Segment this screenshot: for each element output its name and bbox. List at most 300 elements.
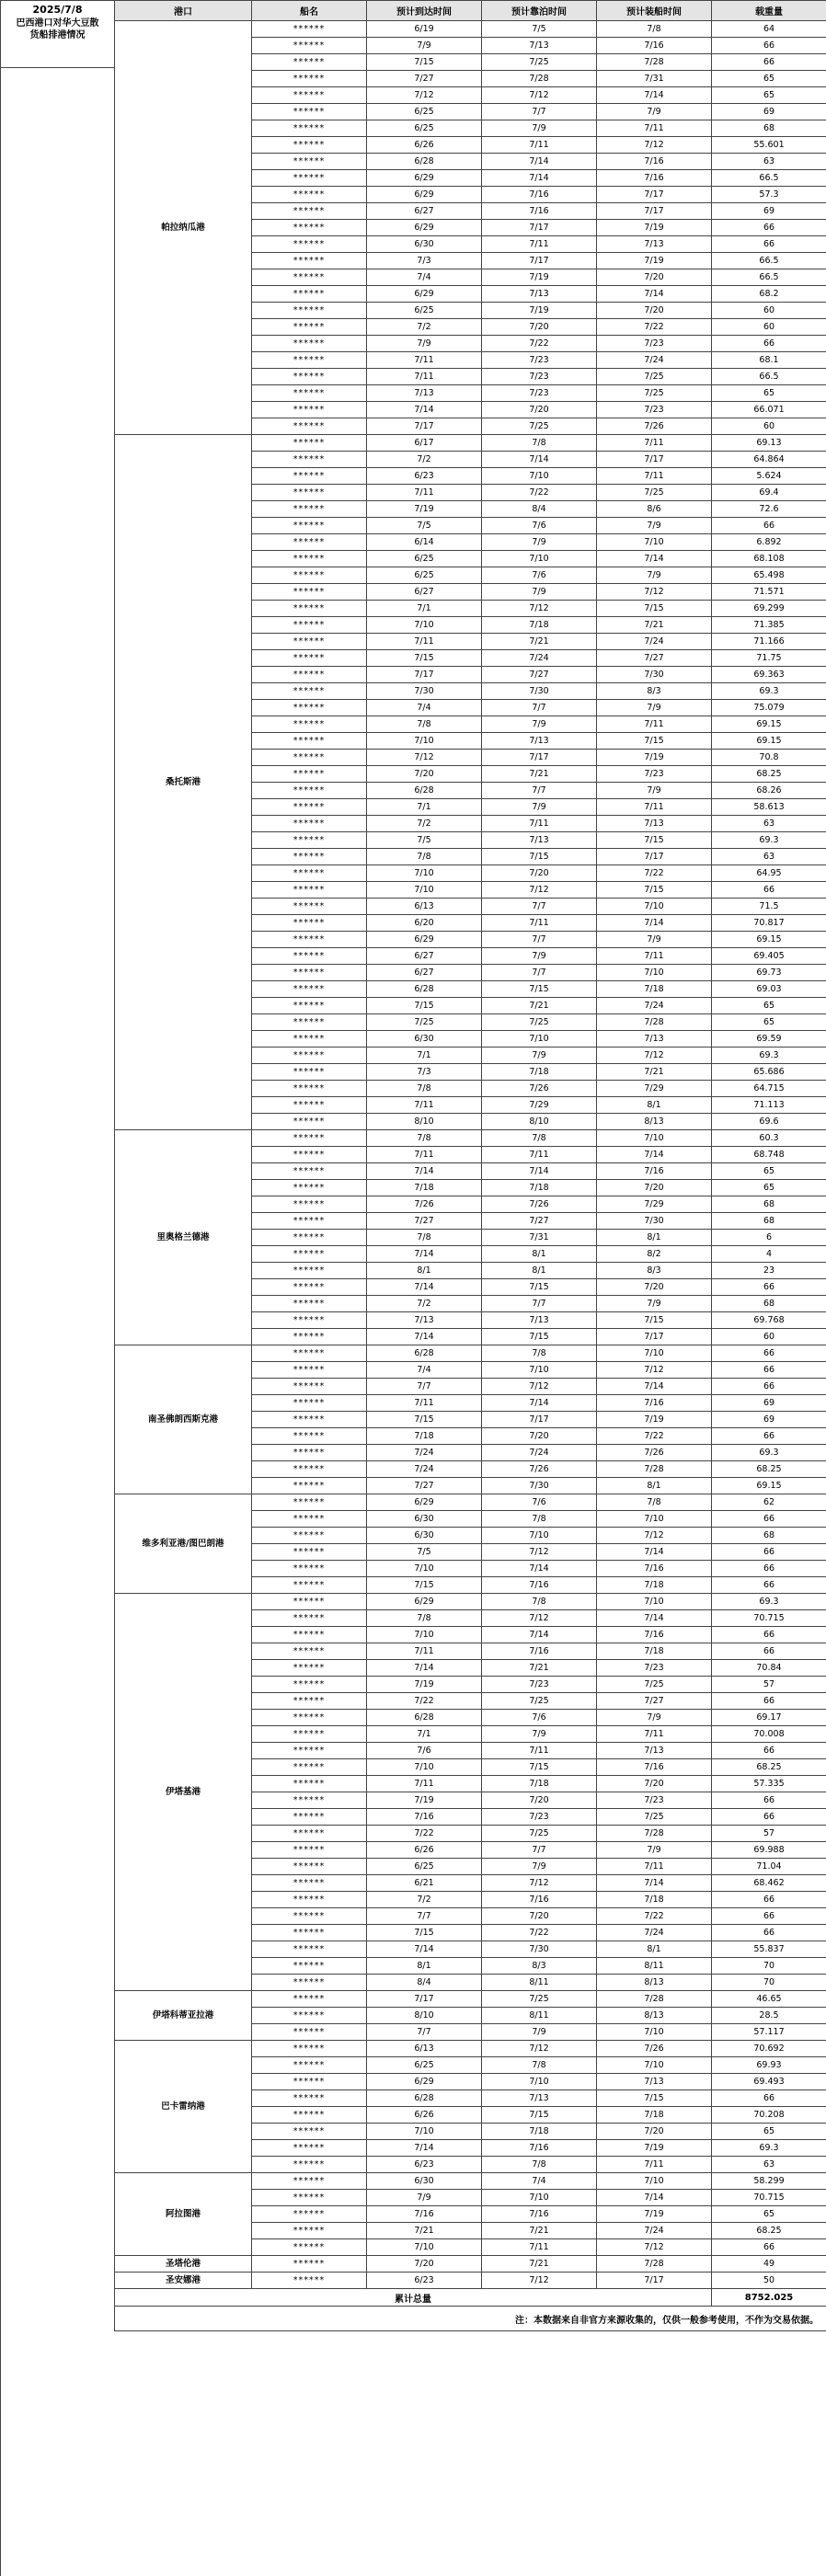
loading-date: 7/23 [597,336,712,352]
loading-date: 7/19 [597,2140,712,2157]
volume: 71.75 [712,650,826,667]
arrival-date: 7/4 [367,700,482,716]
volume: 57.117 [712,2024,826,2041]
berth-date: 7/14 [482,1561,597,1577]
volume: 63 [712,2157,826,2173]
berth-date: 7/16 [482,2206,597,2223]
port-name: 伊塔科蒂亚拉港 [115,1991,252,2041]
ship-name: ****** [252,1743,367,1759]
arrival-date: 8/10 [367,1114,482,1130]
ship-name: ****** [252,1279,367,1296]
volume: 66.5 [712,369,826,385]
ship-name: ****** [252,1594,367,1610]
ship-name: ****** [252,733,367,750]
arrival-date: 7/10 [367,2124,482,2140]
loading-date: 7/28 [597,54,712,71]
volume: 70.817 [712,915,826,932]
berth-date: 7/25 [482,1826,597,1842]
ship-name: ****** [252,1528,367,1544]
table-row [115,1130,826,1147]
arrival-date: 7/10 [367,882,482,899]
ship-name: ****** [252,1395,367,1412]
ship-name: ****** [252,1643,367,1660]
berth-date: 7/26 [482,1196,597,1213]
loading-date: 7/22 [597,319,712,336]
loading-date: 7/9 [597,700,712,716]
arrival-date: 7/5 [367,518,482,534]
loading-date: 7/10 [597,534,712,551]
loading-date: 7/23 [597,1660,712,1677]
port-name: 伊塔基港 [115,1594,252,1991]
ship-name: ****** [252,1925,367,1941]
loading-date: 7/13 [597,236,712,253]
volume: 66 [712,1511,826,1528]
loading-date: 7/23 [597,766,712,783]
arrival-date: 6/30 [367,1528,482,1544]
ship-name: ****** [252,1461,367,1478]
berth-date: 7/9 [482,1048,597,1064]
col-berth: 预计靠泊时间 [482,1,597,21]
berth-date: 7/23 [482,1677,597,1693]
table-row [115,1991,826,2008]
berth-date: 7/7 [482,1296,597,1312]
ship-name: ****** [252,1726,367,1743]
loading-date: 7/14 [597,87,712,104]
volume: 64.95 [712,865,826,882]
loading-date: 7/10 [597,1130,712,1147]
port-name: 圣安娜港 [115,2273,252,2289]
arrival-date: 7/15 [367,1577,482,1594]
report-title-line2: 货船排港情况 [29,30,86,40]
arrival-date: 7/15 [367,54,482,71]
ship-name: ****** [252,220,367,236]
volume: 66 [712,1809,826,1826]
volume: 69.15 [712,932,826,948]
volume: 70.008 [712,1726,826,1743]
arrival-date: 7/25 [367,1014,482,1031]
ship-name: ****** [252,1710,367,1726]
ship-name: ****** [252,799,367,816]
arrival-date: 7/27 [367,1213,482,1230]
berth-date: 7/7 [482,700,597,716]
arrival-date: 7/14 [367,2140,482,2157]
arrival-date: 7/5 [367,1544,482,1561]
volume: 58.299 [712,2173,826,2190]
volume: 63 [712,816,826,832]
ship-name: ****** [252,120,367,137]
volume: 68.748 [712,1147,826,1163]
loading-date: 8/3 [597,683,712,700]
volume: 66 [712,2239,826,2256]
loading-date: 7/19 [597,750,712,766]
volume: 69.4 [712,485,826,501]
loading-date: 7/24 [597,1925,712,1941]
ship-name: ****** [252,1230,367,1246]
berth-date: 7/30 [482,1478,597,1494]
col-arrival: 预计到达时间 [367,1,482,21]
arrival-date: 6/30 [367,236,482,253]
berth-date: 7/31 [482,1230,597,1246]
ship-name: ****** [252,1445,367,1461]
ship-name: ****** [252,2124,367,2140]
berth-date: 7/30 [482,1941,597,1958]
loading-date: 7/12 [597,584,712,601]
ship-name: ****** [252,269,367,286]
berth-date: 7/9 [482,534,597,551]
volume: 68.25 [712,1461,826,1478]
arrival-date: 6/29 [367,1594,482,1610]
loading-date: 7/14 [597,1147,712,1163]
berth-date: 7/11 [482,137,597,154]
arrival-date: 6/25 [367,1859,482,1875]
arrival-date: 6/30 [367,1511,482,1528]
loading-date: 7/9 [597,518,712,534]
arrival-date: 6/17 [367,435,482,452]
berth-date: 7/16 [482,1577,597,1594]
berth-date: 7/10 [482,2190,597,2206]
port-name: 巴卡雷纳港 [115,2041,252,2173]
loading-date: 7/24 [597,998,712,1014]
col-ship: 船名 [252,1,367,21]
arrival-date: 7/15 [367,1925,482,1941]
loading-date: 7/17 [597,187,712,203]
berth-date: 7/23 [482,1809,597,1826]
loading-date: 7/16 [597,154,712,170]
arrival-date: 7/20 [367,2256,482,2273]
berth-date: 7/7 [482,1842,597,1859]
ship-name: ****** [252,286,367,303]
berth-date: 7/19 [482,303,597,319]
ship-name: ****** [252,601,367,617]
berth-date: 7/27 [482,667,597,683]
berth-date: 7/20 [482,319,597,336]
berth-date: 7/13 [482,1312,597,1329]
arrival-date: 7/14 [367,1941,482,1958]
arrival-date: 7/10 [367,1759,482,1776]
berth-date: 7/27 [482,1213,597,1230]
ship-name: ****** [252,435,367,452]
volume: 68 [712,1196,826,1213]
loading-date: 7/9 [597,1842,712,1859]
berth-date: 7/15 [482,849,597,865]
volume: 65.686 [712,1064,826,1081]
volume: 66 [712,1379,826,1395]
loading-date: 7/29 [597,1196,712,1213]
volume: 69.6 [712,1114,826,1130]
ship-name: ****** [252,2190,367,2206]
loading-date: 7/10 [597,2024,712,2041]
ship-name: ****** [252,1991,367,2008]
loading-date: 7/22 [597,1428,712,1445]
volume: 68 [712,1528,826,1544]
ship-name: ****** [252,634,367,650]
loading-date: 8/1 [597,1478,712,1494]
loading-date: 7/14 [597,915,712,932]
ship-name: ****** [252,154,367,170]
volume: 69 [712,1395,826,1412]
ship-name: ****** [252,1014,367,1031]
loading-date: 7/9 [597,1710,712,1726]
berth-date: 7/12 [482,601,597,617]
volume: 66 [712,54,826,71]
berth-date: 7/13 [482,832,597,849]
arrival-date: 6/25 [367,303,482,319]
ship-name: ****** [252,2239,367,2256]
loading-date: 7/19 [597,2206,712,2223]
ship-name: ****** [252,1975,367,1991]
loading-date: 8/11 [597,1958,712,1975]
berth-date: 7/6 [482,567,597,584]
arrival-date: 7/8 [367,849,482,865]
arrival-date: 7/3 [367,253,482,269]
berth-date: 7/16 [482,1643,597,1660]
arrival-date: 7/2 [367,452,482,468]
loading-date: 7/24 [597,2223,712,2239]
arrival-date: 6/28 [367,783,482,799]
ship-name: ****** [252,667,367,683]
berth-date: 7/21 [482,2223,597,2239]
ship-name: ****** [252,2024,367,2041]
volume: 66 [712,220,826,236]
ship-name: ****** [252,485,367,501]
berth-date: 7/17 [482,750,597,766]
loading-date: 7/16 [597,1163,712,1180]
berth-date: 7/30 [482,683,597,700]
arrival-date: 6/13 [367,2041,482,2057]
loading-date: 7/30 [597,1213,712,1230]
volume: 66 [712,1279,826,1296]
loading-date: 7/11 [597,435,712,452]
ship-name: ****** [252,1759,367,1776]
ship-name: ****** [252,1494,367,1511]
volume: 69.363 [712,667,826,683]
volume: 66.5 [712,170,826,187]
loading-date: 7/14 [597,551,712,567]
ship-name: ****** [252,1312,367,1329]
loading-date: 7/11 [597,1859,712,1875]
arrival-date: 6/20 [367,915,482,932]
volume: 50 [712,2273,826,2289]
berth-date: 7/16 [482,1892,597,1908]
loading-date: 7/17 [597,849,712,865]
arrival-date: 7/17 [367,1991,482,2008]
ship-name: ****** [252,1428,367,1445]
arrival-date: 7/30 [367,683,482,700]
volume: 70.208 [712,2107,826,2124]
loading-date: 7/18 [597,2107,712,2124]
loading-date: 7/12 [597,1048,712,1064]
ship-name: ****** [252,1577,367,1594]
loading-date: 7/14 [597,286,712,303]
loading-date: 7/21 [597,1064,712,1081]
ship-name: ****** [252,236,367,253]
ship-name: ****** [252,750,367,766]
loading-date: 7/15 [597,2090,712,2107]
loading-date: 7/9 [597,1296,712,1312]
ship-name: ****** [252,54,367,71]
arrival-date: 7/9 [367,2190,482,2206]
ship-name: ****** [252,1892,367,1908]
volume: 68.1 [712,352,826,369]
loading-date: 8/2 [597,1246,712,1263]
loading-date: 7/25 [597,385,712,402]
arrival-date: 7/1 [367,799,482,816]
berth-date: 7/6 [482,1710,597,1726]
volume: 65 [712,1163,826,1180]
berth-date: 7/20 [482,865,597,882]
loading-date: 7/14 [597,1379,712,1395]
berth-date: 7/7 [482,783,597,799]
volume: 72.6 [712,501,826,518]
volume: 68.462 [712,1875,826,1892]
loading-date: 7/11 [597,948,712,965]
report-date: 2025/7/8 [32,4,83,16]
berth-date: 7/29 [482,1097,597,1114]
arrival-date: 7/4 [367,1362,482,1379]
ship-name: ****** [252,783,367,799]
arrival-date: 7/11 [367,485,482,501]
table-row [115,1345,826,1362]
berth-date: 7/17 [482,220,597,236]
loading-date: 7/9 [597,104,712,120]
berth-date: 7/11 [482,915,597,932]
arrival-date: 7/6 [367,1743,482,1759]
loading-date: 7/12 [597,1362,712,1379]
berth-date: 7/23 [482,352,597,369]
berth-date: 7/26 [482,1081,597,1097]
berth-date: 7/16 [482,203,597,220]
loading-date: 7/26 [597,418,712,435]
arrival-date: 7/13 [367,385,482,402]
volume: 64.864 [712,452,826,468]
arrival-date: 8/4 [367,1975,482,1991]
table-row [115,2173,826,2190]
total-value: 8752.025 [712,2289,826,2307]
ship-name: ****** [252,1263,367,1279]
volume: 66 [712,336,826,352]
volume: 66 [712,1544,826,1561]
loading-date: 7/13 [597,1743,712,1759]
volume: 60 [712,303,826,319]
arrival-date: 7/13 [367,1312,482,1329]
table-row [115,2256,826,2273]
loading-date: 7/31 [597,71,712,87]
ship-name: ****** [252,2140,367,2157]
ship-name: ****** [252,832,367,849]
volume: 60 [712,1329,826,1345]
volume: 69.493 [712,2074,826,2090]
berth-date: 7/12 [482,2041,597,2057]
note-row [115,2307,826,2331]
arrival-date: 7/11 [367,1147,482,1163]
berth-date: 7/12 [482,882,597,899]
port-name: 里奥格兰德港 [115,1130,252,1345]
loading-date: 7/22 [597,865,712,882]
volume: 69.3 [712,683,826,700]
volume: 68.108 [712,551,826,567]
loading-date: 7/20 [597,2124,712,2140]
arrival-date: 7/11 [367,634,482,650]
volume: 69.93 [712,2057,826,2074]
ship-name: ****** [252,1130,367,1147]
ship-name: ****** [252,369,367,385]
loading-date: 7/23 [597,1792,712,1809]
volume: 63 [712,849,826,865]
volume: 69 [712,1412,826,1428]
loading-date: 7/9 [597,567,712,584]
loading-date: 7/15 [597,601,712,617]
loading-date: 7/15 [597,1312,712,1329]
table-row [115,2041,826,2057]
volume: 69.3 [712,832,826,849]
volume: 70 [712,1958,826,1975]
arrival-date: 8/1 [367,1958,482,1975]
berth-date: 7/15 [482,1329,597,1345]
berth-date: 7/8 [482,1345,597,1362]
arrival-date: 7/14 [367,402,482,418]
arrival-date: 7/2 [367,816,482,832]
volume: 71.113 [712,1097,826,1114]
footer-note: 注：本数据来自非官方来源收集的，仅供一般参考使用，不作为交易依据。 [115,2307,826,2331]
volume: 65.498 [712,567,826,584]
header-row [115,1,826,21]
ship-name: ****** [252,1875,367,1892]
ship-name: ****** [252,1478,367,1494]
arrival-date: 7/22 [367,1693,482,1710]
berth-date: 7/11 [482,816,597,832]
ship-name: ****** [252,865,367,882]
berth-date: 7/10 [482,468,597,485]
ship-name: ****** [252,336,367,352]
volume: 69.03 [712,981,826,998]
arrival-date: 7/20 [367,766,482,783]
ship-name: ****** [252,1693,367,1710]
volume: 68.25 [712,1759,826,1776]
loading-date: 7/18 [597,1643,712,1660]
volume: 49 [712,2256,826,2273]
berth-date: 8/3 [482,1958,597,1975]
arrival-date: 7/10 [367,617,482,634]
ship-name: ****** [252,1511,367,1528]
volume: 58.613 [712,799,826,816]
volume: 66 [712,1925,826,1941]
table-body [115,21,826,2289]
arrival-date: 7/11 [367,352,482,369]
loading-date: 7/21 [597,617,712,634]
loading-date: 7/10 [597,1594,712,1610]
ship-name: ****** [252,1792,367,1809]
berth-date: 8/11 [482,1975,597,1991]
volume: 70 [712,1975,826,1991]
volume: 68.25 [712,2223,826,2239]
volume: 66 [712,1693,826,1710]
arrival-date: 7/10 [367,865,482,882]
berth-date: 8/10 [482,1114,597,1130]
volume: 66 [712,1743,826,1759]
berth-date: 7/9 [482,584,597,601]
port-name: 南圣佛朗西斯克港 [115,1345,252,1494]
volume: 70.692 [712,2041,826,2057]
left-border [0,68,114,2576]
ship-name: ****** [252,2041,367,2057]
ship-name: ****** [252,1941,367,1958]
berth-date: 7/19 [482,269,597,286]
volume: 70.715 [712,2190,826,2206]
ship-name: ****** [252,1610,367,1627]
volume: 66.5 [712,269,826,286]
volume: 69.988 [712,1842,826,1859]
loading-date: 7/19 [597,1412,712,1428]
